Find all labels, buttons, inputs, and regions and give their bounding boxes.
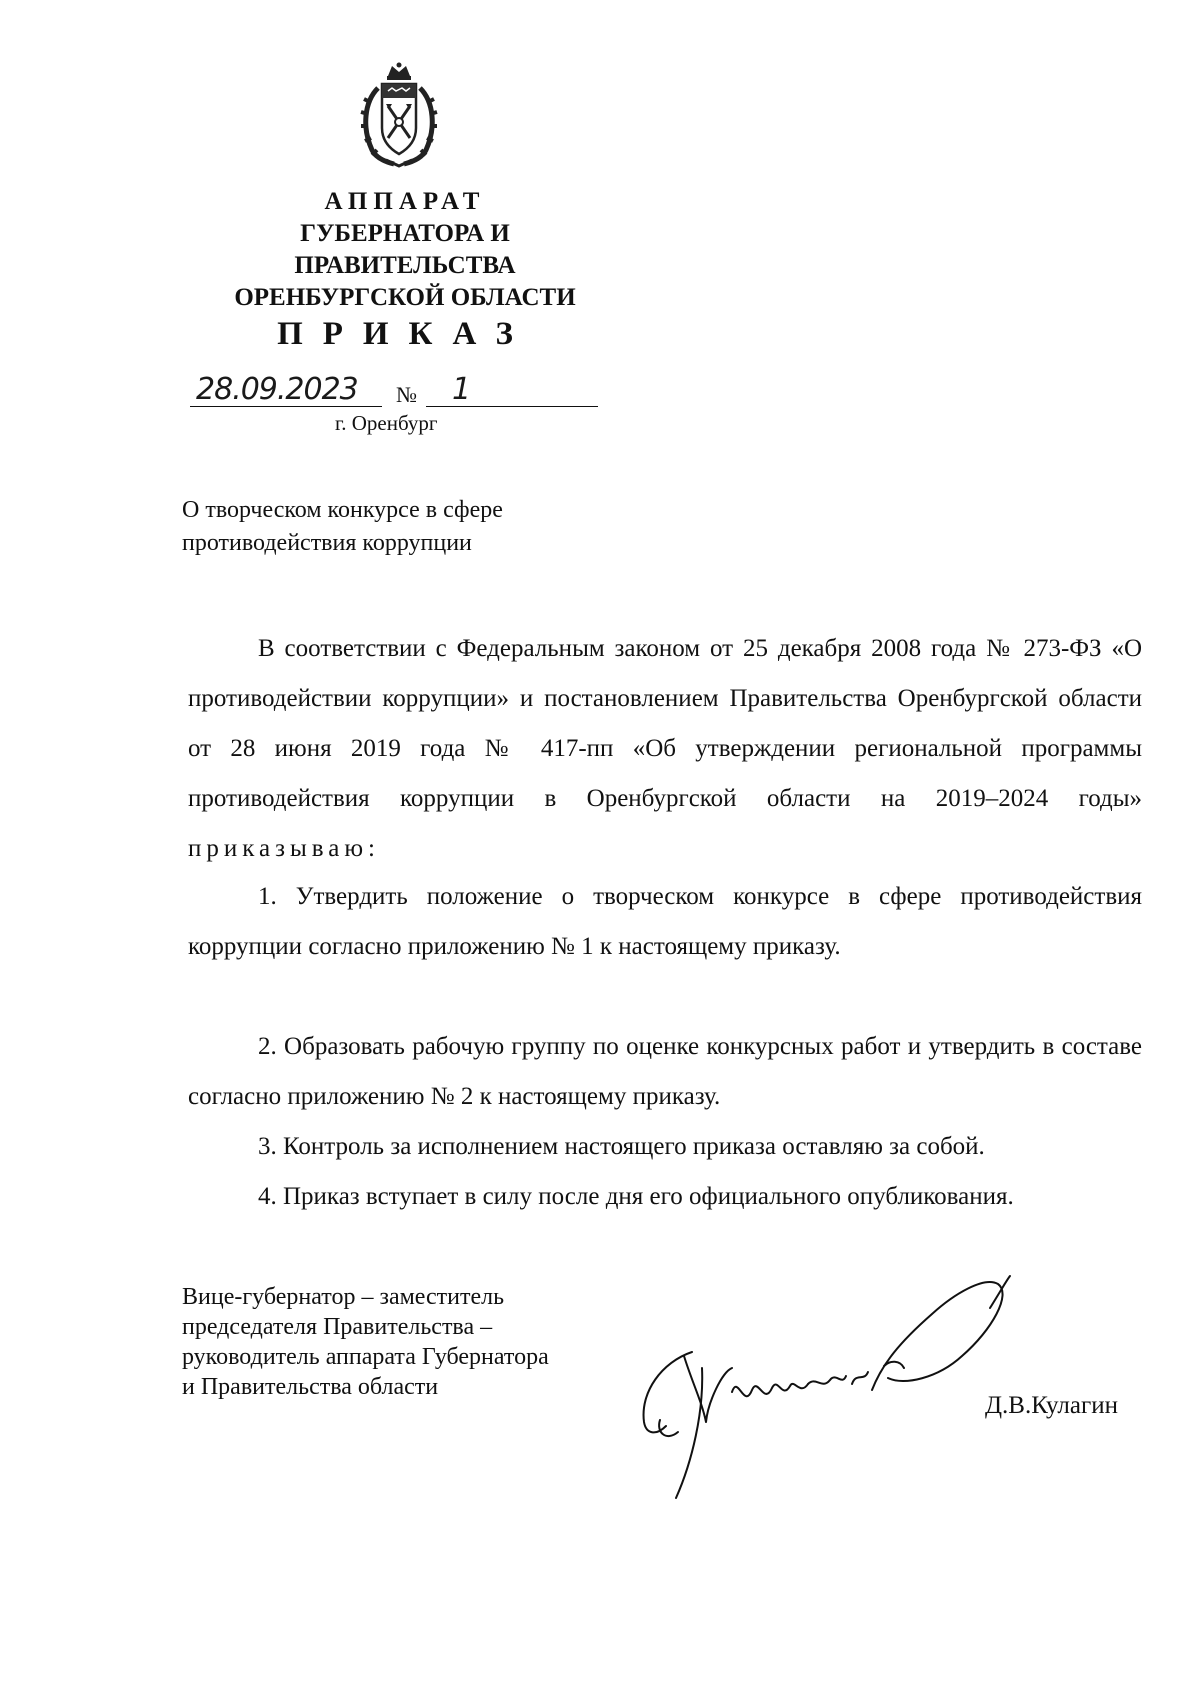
document-number: 1 [452, 372, 472, 407]
organization-name [160, 186, 650, 314]
date-number-line [190, 370, 600, 410]
signer-position [182, 1282, 549, 1402]
handwritten-signature-icon [632, 1272, 1072, 1502]
document-city: г. Оренбург [335, 411, 438, 435]
signer-position-line-3: руководитель аппарата Губернатора [182, 1344, 549, 1370]
coat-of-arms-icon [358, 62, 440, 168]
document-subject [182, 494, 503, 560]
signer-name: Д.В.Кулагин [985, 1392, 1119, 1419]
document-date: 28.09.2023 [196, 372, 358, 407]
order-item-3: 3. Контроль за исполнением настоящего приказа оставляю за собой. [258, 1133, 985, 1160]
org-line-2: ГУБЕРНАТОРА И [300, 220, 510, 247]
preamble-paragraph [188, 624, 1142, 874]
subject-line-2: противодействия коррупции [182, 530, 472, 556]
org-line-4: ОРЕНБУРГСКОЙ ОБЛАСТИ [234, 284, 576, 311]
order-item-1: 1. Утвердить положение о творческом конкурсе в сфере противодействия коррупции согласно приложению № 1 к настоящему приказу. [188, 883, 1142, 960]
signer-position-line-2: председателя Правительства – [182, 1314, 493, 1340]
number-sign: № [396, 382, 417, 407]
preamble-text: В соответствии с Федеральным законом от 25 декабря 2008 года № 273-ФЗ «О противодействии коррупции» и постановлением Правительства Оренбургской области от 28 июня 2019 года № 417-пп «Об утверждении региональной программы противодействия коррупции в Оренбургской области на 2019–2024 годы» [188, 635, 1142, 812]
signer-position-line-4: и Правительства области [182, 1374, 439, 1400]
org-line-1: АППАРАТ [324, 188, 486, 215]
signer-position-line-1: Вице-губернатор – заместитель [182, 1284, 505, 1310]
date-underline [190, 406, 382, 407]
document-type-title: ПРИКАЗ [277, 316, 533, 352]
order-item-2: 2. Образовать рабочую группу по оценке конкурсных работ и утвердить в составе согласно приложению № 2 к настоящему приказу. [188, 1033, 1142, 1110]
number-underline [426, 406, 598, 407]
subject-line-1: О творческом конкурсе в сфере [182, 497, 503, 523]
order-item-4: 4. Приказ вступает в силу после дня его официального опубликования. [258, 1183, 1014, 1210]
org-line-3: ПРАВИТЕЛЬСТВА [294, 252, 516, 279]
preamble-order-verb: приказываю: [188, 835, 380, 862]
